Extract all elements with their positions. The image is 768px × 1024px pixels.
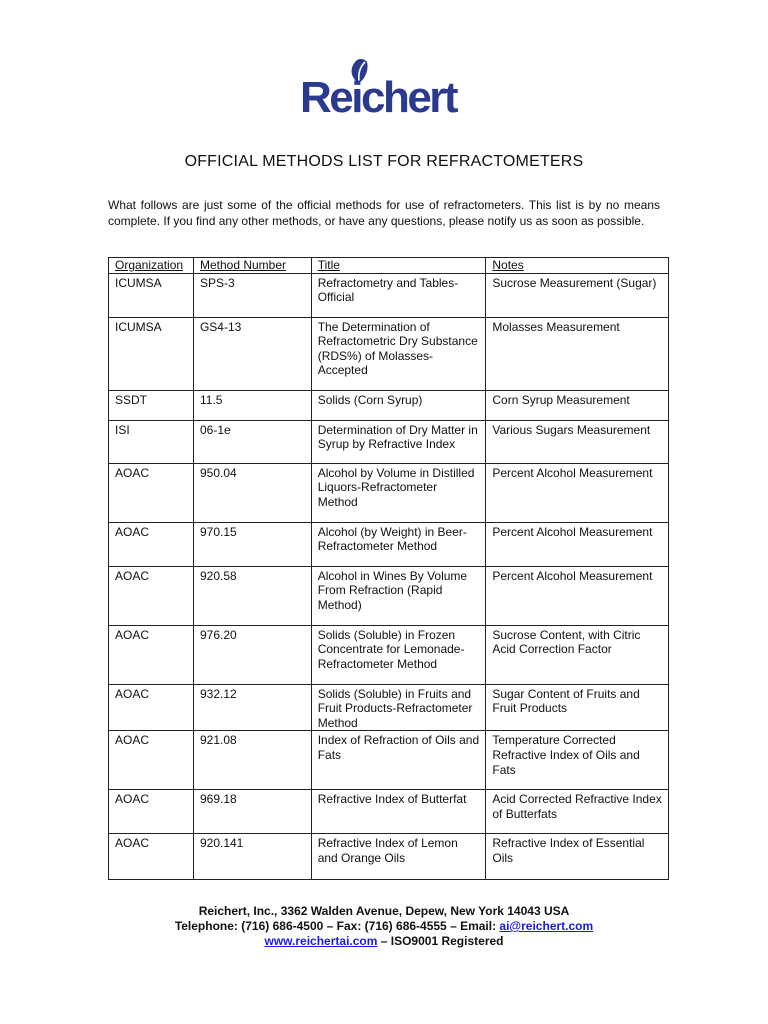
cell-method-number: 921.08	[193, 731, 311, 790]
cell-notes: Sucrose Content, with Citric Acid Correction Factor	[486, 625, 669, 684]
cell-organization: AOAC	[109, 463, 194, 522]
table-row	[109, 390, 669, 420]
cell-title: Solids (Soluble) in Fruits and Fruit Products-Refractometer Method	[311, 684, 486, 731]
table-row	[109, 684, 669, 731]
cell-notes: Sucrose Measurement (Sugar)	[486, 273, 669, 317]
footer	[0, 904, 768, 949]
cell-method-number: 11.5	[193, 390, 311, 420]
cell-title: Solids (Soluble) in Frozen Concentrate for Lemonade-Refractometer Method	[311, 625, 486, 684]
email-link[interactable]: ai@reichert.com	[499, 919, 594, 933]
cell-notes: Sugar Content of Fruits and Fruit Products	[486, 684, 669, 731]
cell-method-number: 06-1e	[193, 420, 311, 463]
cell-method-number: 920.141	[193, 834, 311, 880]
table-row	[109, 273, 669, 317]
table-row	[109, 420, 669, 463]
footer-web-line	[0, 934, 768, 949]
cell-title: Alcohol (by Weight) in Beer-Refractometer Method	[311, 522, 486, 566]
cell-notes: Percent Alcohol Measurement	[486, 463, 669, 522]
cell-notes: Various Sugars Measurement	[486, 420, 669, 463]
cell-title: Refractive Index of Lemon and Orange Oils	[311, 834, 486, 880]
cell-method-number: 976.20	[193, 625, 311, 684]
table-row	[109, 522, 669, 566]
cell-notes: Refractive Index of Essential Oils	[486, 834, 669, 880]
cell-organization: AOAC	[109, 566, 194, 625]
cell-organization: AOAC	[109, 625, 194, 684]
footer-address: Reichert, Inc., 3362 Walden Avenue, Depew, New York 14043 USA	[198, 904, 570, 918]
cell-method-number: 920.58	[193, 566, 311, 625]
cell-organization: AOAC	[109, 684, 194, 731]
intro-paragraph: What follows are just some of the official methods for use of refractometers. This list is by no means complete. If you find any other methods, or have any questions, please notify us as soon as possible.	[108, 198, 660, 228]
cell-title: Alcohol in Wines By Volume From Refraction (Rapid Method)	[311, 566, 486, 625]
cell-organization: AOAC	[109, 731, 194, 790]
table-header-row	[109, 258, 669, 274]
cell-title: The Determination of Refractometric Dry Substance (RDS%) of Molasses-Accepted	[311, 317, 486, 390]
logo-text: Reichert	[300, 73, 457, 122]
methods-table	[108, 257, 669, 880]
cell-notes: Corn Syrup Measurement	[486, 390, 669, 420]
header-notes: Notes	[486, 258, 669, 274]
cell-notes: Percent Alcohol Measurement	[486, 522, 669, 566]
table-row	[109, 625, 669, 684]
header-method-number: Method Number	[193, 258, 311, 274]
header-title: Title	[311, 258, 486, 274]
cell-method-number: GS4-13	[193, 317, 311, 390]
cell-organization: AOAC	[109, 522, 194, 566]
cell-title: Alcohol by Volume in Distilled Liquors-Refractometer Method	[311, 463, 486, 522]
table-row	[109, 566, 669, 625]
table-row	[109, 463, 669, 522]
cell-method-number: 950.04	[193, 463, 311, 522]
cell-organization: SSDT	[109, 390, 194, 420]
cell-organization: ICUMSA	[109, 317, 194, 390]
cell-method-number: SPS-3	[193, 273, 311, 317]
table-row	[109, 317, 669, 390]
reichert-logo	[300, 58, 475, 126]
page-title: OFFICIAL METHODS LIST FOR REFRACTOMETERS	[184, 153, 584, 170]
cell-method-number: 932.12	[193, 684, 311, 731]
cell-notes: Molasses Measurement	[486, 317, 669, 390]
cell-notes: Acid Corrected Refractive Index of Butterfats	[486, 790, 669, 834]
cell-organization: AOAC	[109, 790, 194, 834]
cell-organization: ISI	[109, 420, 194, 463]
footer-phone-fax: Telephone: (716) 686-4500 – Fax: (716) 686-4555 – Email:	[174, 919, 500, 933]
cell-title: Refractive Index of Butterfat	[311, 790, 486, 834]
header-organization: Organization	[109, 258, 194, 274]
table-row	[109, 790, 669, 834]
table-row	[109, 834, 669, 880]
cell-organization: AOAC	[109, 834, 194, 880]
website-link[interactable]: www.reichertai.com	[264, 934, 378, 948]
cell-title: Determination of Dry Matter in Syrup by Refractive Index	[311, 420, 486, 463]
cell-title: Refractometry and Tables-Official	[311, 273, 486, 317]
cell-organization: ICUMSA	[109, 273, 194, 317]
footer-iso: – ISO9001 Registered	[377, 934, 504, 948]
table-row	[109, 731, 669, 790]
cell-method-number: 969.18	[193, 790, 311, 834]
cell-notes: Temperature Corrected Refractive Index of Oils and Fats	[486, 731, 669, 790]
cell-notes: Percent Alcohol Measurement	[486, 566, 669, 625]
cell-method-number: 970.15	[193, 522, 311, 566]
cell-title: Solids (Corn Syrup)	[311, 390, 486, 420]
cell-title: Index of Refraction of Oils and Fats	[311, 731, 486, 790]
footer-contact-line	[0, 919, 768, 934]
